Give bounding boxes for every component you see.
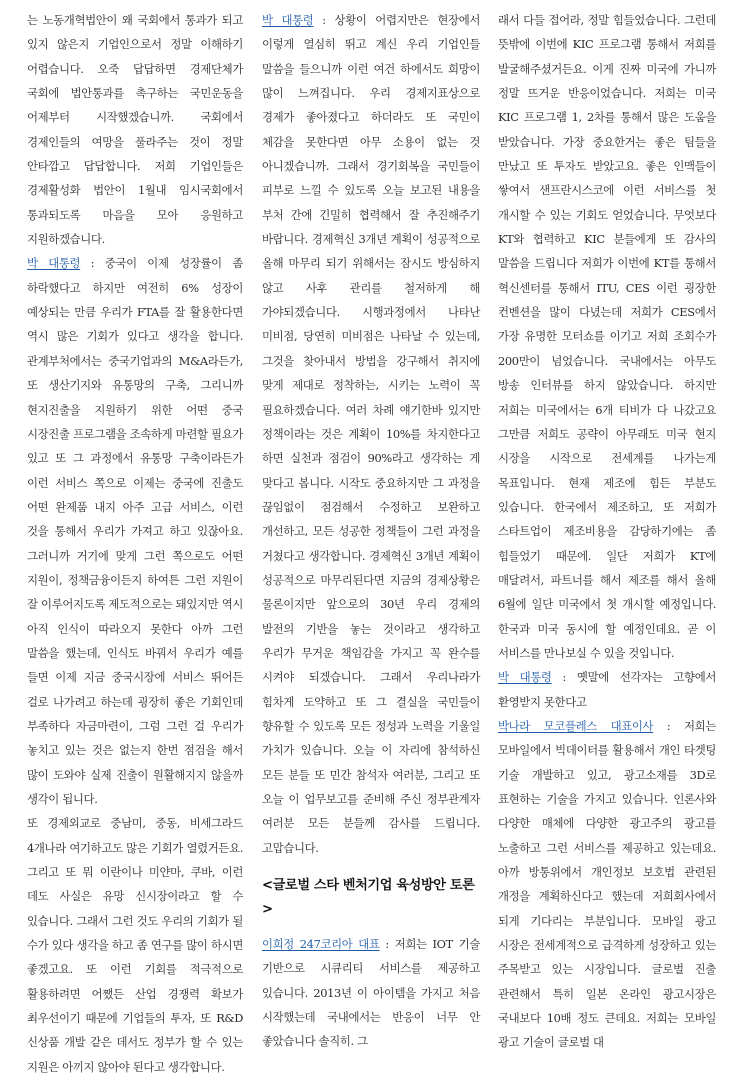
speech-paragraph [262, 8, 480, 860]
speaker-name: 박나라 모코플레스 대표이사 [498, 718, 654, 733]
text-column-1 [27, 8, 243, 1079]
speaker-name: 박 대통령 [27, 256, 81, 271]
speech-text: : 저희는 IOT 기술 기반으로 시큐리티 서비스를 제공하고 있습니다. 2013년 이 아이템을 가지고 처음 시작했는데 국내에서는 반응이 너무 안 좋았습니다 솔직히. 그 [262, 937, 480, 1049]
body-paragraph: 는 노동개혁법안이 왜 국회에서 통과가 되고 있지 않은지 기업인으로서 정말 이해하기 어렵습니다. 오죽 답답하면 경제단체가 국회에 법안통과를 촉구하는 국민운동을 어제부터 시작했겠습니까. 국회에서 경제인들의 여망을 풀라주는 것이 정말 안타깝고 답답합니다. 저희 기업인들은 경제활성화 법안이 1월내 임시국회에서 통과되도록 마음을 모아 응원하고 지원하겠습니다. [27, 13, 243, 247]
body-paragraph: 또 경제외교로 중남미, 중동, 비세그라드 4개나라 여기하고도 많은 기회가 열렸거든요. 그리고 또 뭐 이란이나 미얀마, 쿠바, 이런 데도 사실은 유망 신시장이라고 할 수 있습니다. 그래서 그런 것도 우리의 기회가 될 수가 있다 생각을 하고 좀 연구를 많이 하시면 좋겠고요. 또 이런 기회를 적극적으로 활용하려면 어쨌든 산업 경쟁력 확보가 최우선이기 때문에 기업들의 투자, 또 R&D 신상품 개발 같은 데서도 정부가 할 수 있는 지원은 아끼지 않아야 된다고 생각합니다. [27, 816, 243, 1074]
speech-text: : 중국이 이제 성장률이 좀 하락했다고 하지만 여전히 6% 성장이 예상되는 만큼 우리가 FTA를 잘 활용한다면 역시 많은 기회가 있다고 생각을 합니다. 관계부처에서는 중국기업과의 M&A라든가, 또 생산기지와 유통망의 구축, 그리니까 현지진출을 지원하기 위한 어떤 중국 시장진출 프로그램을 조속하게 마련할 필요가 있고 또 그 과정에서 유통망 구축이라든가 이런 서비스 쪽으로 이제는 중국에 진출도 어떤 완제품 내지 아주 고급 서비스, 이런 것을 통해서 우리가 가져고 하고 있잖아요. 그러니까 거기에 맞게 그런 쪽으로도 어떤 지원이, 정책금융이든지 하여튼 그런 지원이 잘 이루어지도록 제도적으로는 돼있지만 역시 아직 인식이 따라오지 못한다 아까 그런 말씀을 했는데, 인식도 바꿔서 우리가 예를 들면 이제 지금 중국시장에 서비스 뛰어든 걸로 나가려고 하는데 굉장히 좋은 기회인데 부족하다 자금마련이, 그럼 그런 걸 우리가 놓치고 있는 것은 없는지 한번 점검을 해서 많이 도와야 실제 진출이 원활해지지 않을까 생각이 됩니다. [27, 256, 243, 806]
body-paragraph: 래서 다들 접어라, 정말 힘들었습니다. 그런데 뜻밖에 이번에 KIC 프로그램 통해서 저희를 발굴해주셨거든요. 이게 진짜 미국에 가니까 정말 뜨거운 반응이었습니다. 저희는 미국 KIC 프로그램 1, 2차를 통해서 많은 도움을 받았습니다. 가장 중요한거는 좋은 팀들을 만났고 또 투자도 받았고요. 좋은 인맥들이 쌓여서 샌프란시스코에 이런 서비스를 첫 개시할 수 있는 기회도 얻었습니다. 무엇보다 KT와 협력하고 KIC 분들에게 또 감사의 말씀을 드립니다 저희가 이번에 KT를 통해서 혁신센터를 통해서 ITU, CES 이런 굉장한 컨벤션을 많이 다녔는데 저희가 CES에서 가장 유명한 모터쇼를 이기고 저희 조회수가 200만이 넘었습니다. 국내에서는 아무도 방송 인터뷰를 하지 않았습니다. 하지만 저희는 미국에서는 6개 티비가 다 나갔고요 그만큼 저희도 공략이 아무래도 미국 현지 시장을 시작으로 전세계를 나가는게 목표입니다. 현재 제조에 힘든 부분도 있습니다. 한국에서 제조하고, 또 저희가 스타트업이 제조비용을 감당하기에는 좀 힘들었기 때문에. 일단 저희가 KT에 매달려서, 파트너를 해서 제조를 해서 올해 6월에 일단 미국에서 첫 개시할 예정입니다. 한국과 미국 동시에 할 예정인데요. 곧 이 서비스를 만나보실 수 있을 것입니다. [498, 13, 716, 660]
speech-paragraph [498, 714, 716, 1055]
text-column-3 [498, 8, 716, 1055]
speaker-name: 박 대통령 [262, 13, 314, 27]
text-column-2 [262, 8, 480, 1054]
speech-text: : 상황이 어렵지만은 현장에서 이렇게 열심히 뛰고 계신 우리 기업인들 말씀을 들으니까 이런 여건 하에서도 희망이 많이 느껴집니다. 우리 경제지표상으로 경제가 좋아졌다고 하더라도 또 국민이 체감을 못한다면 아무 소용이 없는 것 아니겠습니까. 그래서 경기회복을 국민들이 피부로 느낄 수 있도록 오늘 보고된 내용을 부처 간에 긴밀히 협력해서 잘 추진해주기 바랍니다. 경제혁신 3개년 계획이 성공적으로 올해 마무리 되기 위해서는 잠시도 방심하지 않고 사후 관리를 철저하게 해 가야되겠습니다. 시행과정에서 나타난 미비점, 당연히 미비점은 나타날 수 있는데, 그것을 찾아내서 방법을 강구해서 취지에 맞게 제대로 정착하는, 시키는 노력이 꼭 필요하겠습니다. 여러 차례 얘기한바 있지만 정책이라는 것은 계획이 10%를 차지한다고 하면 실천과 점검이 90%라고 생각하는 게 맞다고 봅니다. 시작도 중요하지만 그 과정을 끊임없이 점검해서 수정하고 보완하고 개선하고, 모든 성공한 정책들이 그런 과정을 거쳤다고 생각합니다. 경제혁신 3개년 계획이 성공적으로 마무리된다면 지금의 경제상황은 물론이지만 앞으로의 30년 우리 경제의 발전의 기반을 놓는 것이라고 생각하고 우리가 무거운 책임감을 가지고 꼭 완수를 시켜야 되겠습니다. 그래서 우리나라가 힘차게 도약하고 또 그 결실을 국민들이 향유할 수 있도록 모든 정성과 노력을 기울일 가치가 있습니다. 오늘 이 자리에 참석하신 모든 분들 또 민간 참석자 여러분, 그리고 또 오늘 이 업무보고를 준비해 주신 정부관계자 여러분 모든 분들께 감사를 드립니다. 고맙습니다. [262, 13, 480, 855]
speech-text: : 옛말에 선각자는 고향에서 환영받지 못한다고 [498, 670, 716, 709]
speech-paragraph [498, 665, 716, 714]
section-heading: <글로벌 스타 벤처기업 육성방안 토론> [262, 878, 475, 918]
speech-paragraph [262, 932, 480, 1054]
speaker-name: 이희정 247코리아 대표 [262, 937, 380, 952]
speech-paragraph [27, 251, 243, 811]
speaker-name: 박 대통령 [498, 670, 552, 685]
speech-text: : 저희는 모바일에서 빅데이터를 활용해서 개인 타겟팅 기술 개발하고 있고, 광고소재를 3D로 표현하는 기술을 가지고 있습니다. 인론사와 다양한 매체에 다양한 광고주의 광고를 노출하고 그런 서비스를 제공하고 있는데요. 아까 방통위에서 개인정보 보호법 관련된 개정을 계획하신다고 했는데 저희회사에서 되게 기다리는 부분입니다. 모바일 광고 시장은 전세계적으로 급격하게 성장하고 있는 주목받고 있는 시장입니다. 글로벌 진출 관련해서 특히 일본 온라인 광고시장은 국내보다 10배 정도 큰데요. 저희는 모바일 광고 기술이 글로벌 대 [498, 718, 716, 1050]
